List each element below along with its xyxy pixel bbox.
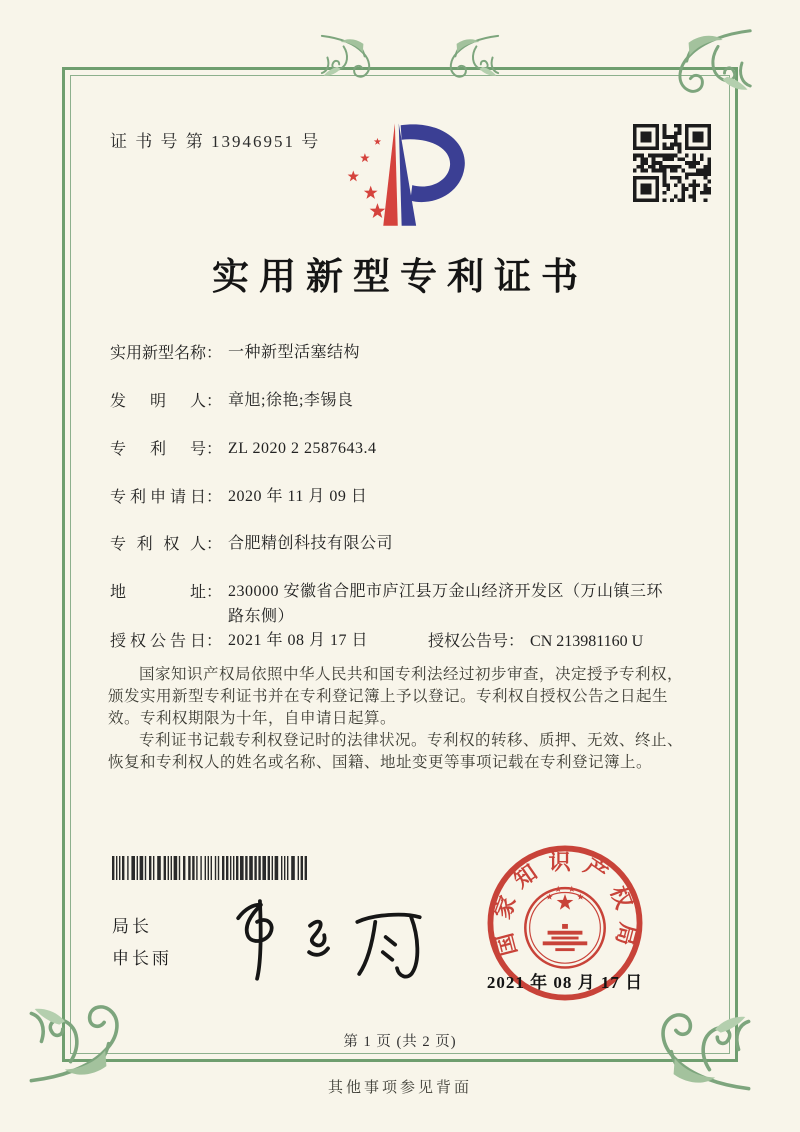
- signer-name: 申长雨: [112, 949, 172, 968]
- field-patent-number: [110, 436, 376, 461]
- page-number: 第 1 页 (共 2 页): [343, 1034, 457, 1050]
- seal-text: 国家知识产权局: [489, 849, 641, 959]
- seal-date: 2021 年 08 月 17 日: [486, 973, 644, 992]
- field-filing-date: [110, 484, 367, 509]
- field-value: 2020 年 11 月 09 日: [228, 488, 368, 505]
- field-value: 章旭;徐艳;李锡良: [228, 392, 354, 409]
- field-patentee: [110, 531, 393, 556]
- field-utility-model-name: [110, 340, 360, 365]
- certificate-title: 实用新型专利证书: [212, 257, 588, 298]
- field-inventors: [110, 388, 353, 413]
- field-value: 2021 年 08 月 17 日: [228, 632, 369, 649]
- seal-emblem-icon: [525, 886, 604, 968]
- field-label: 实用新型名称: [110, 345, 207, 362]
- field-grant-number: [428, 628, 643, 651]
- field-label: 专利申请日: [110, 489, 206, 506]
- signer-title: 局长: [112, 917, 152, 936]
- commissioner-signature: [212, 886, 444, 990]
- legal-paragraph-1: 国家知识产权局依照中华人民共和国专利法经过初步审查，决定授予专利权，颁发实用新型专利证书并在专利登记簿上予以登记。专利权自授权公告之日起生效。专利权期限为十年，自申请日起算。: [108, 666, 684, 727]
- cnipa-logo-icon: [333, 115, 478, 237]
- field-label: 专利权人: [110, 536, 206, 553]
- back-note: 其他事项参见背面: [327, 1080, 472, 1096]
- legal-text: [108, 664, 694, 774]
- field-colon: ：: [206, 489, 223, 506]
- legal-paragraph-2: 专利证书记载专利权登记时的法律状况。专利权的转移、质押、无效、终止、恢复和专利权人的姓名或名称、国籍、地址变更等事项记载在专利登记簿上。: [108, 732, 684, 771]
- barcode: [112, 856, 312, 880]
- field-value: 230000 安徽省合肥市庐江县万金山经济开发区（万山镇三环路东侧）: [228, 583, 664, 625]
- field-colon: ：: [206, 536, 223, 553]
- field-colon: ：: [206, 393, 223, 410]
- field-label: 地址: [110, 584, 206, 601]
- field-colon: ：: [206, 633, 223, 650]
- field-label: 专利号: [110, 441, 206, 458]
- field-label: 授权公告日: [110, 633, 206, 650]
- qr-code: [633, 124, 711, 202]
- field-value: CN 213981160 U: [530, 633, 644, 650]
- field-address: [110, 579, 668, 629]
- field-colon: ：: [508, 633, 525, 650]
- field-value: ZL 2020 2 2587643.4: [228, 440, 377, 457]
- field-colon: ：: [206, 584, 223, 601]
- certificate-number: 证 书 号 第 13946951 号: [110, 132, 321, 151]
- field-grant-date: [110, 628, 710, 653]
- field-value: 合肥精创科技有限公司: [228, 535, 394, 552]
- field-value: 一种新型活塞结构: [228, 344, 361, 361]
- field-colon: ：: [206, 345, 223, 362]
- field-label: 授权公告号: [428, 633, 509, 650]
- field-colon: ：: [206, 441, 223, 458]
- field-label: 发明人: [110, 393, 206, 410]
